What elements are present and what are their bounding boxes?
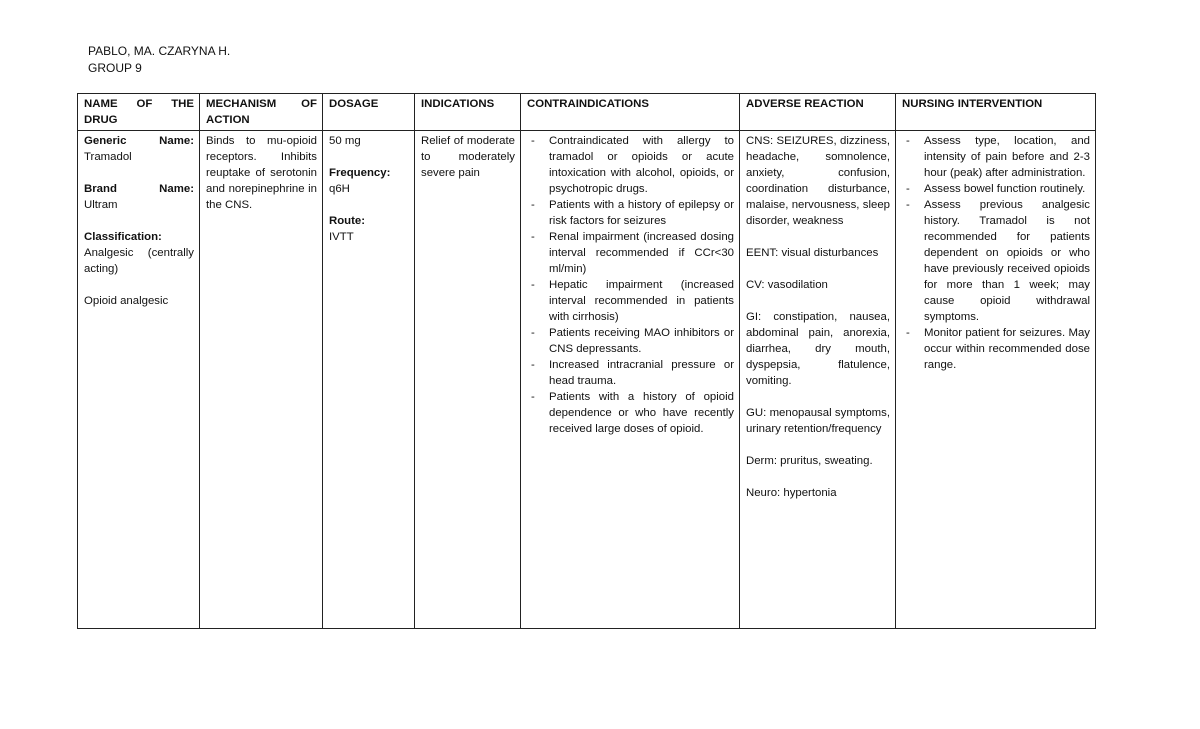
drug-name-cell <box>78 131 200 629</box>
drug-study-table <box>77 93 1096 629</box>
list-item: - Assess type, location, and intensity of pain before and 2-3 hour (peak) after administration. <box>924 133 1090 181</box>
col-header-nursing-intervention: NURSING INTERVENTION <box>896 94 1096 131</box>
page-header <box>88 43 230 77</box>
classification-label: Classification: <box>84 231 162 243</box>
col-header-drug-name: NAME OF THE DRUG <box>78 94 200 131</box>
mechanism-cell: Binds to mu-opioid receptors. Inhibits reuptake of serotonin and norepinephrine in the CNS. <box>200 131 323 629</box>
header-row <box>78 94 1096 131</box>
list-item: - Patients with a history of epilepsy or risk factors for seizures <box>549 197 734 229</box>
frequency-value: q6H <box>329 183 350 195</box>
col-header-indications: INDICATIONS <box>415 94 521 131</box>
adverse-eent: EENT: visual disturbances <box>746 247 879 259</box>
list-item: - Contraindicated with allergy to tramadol or opioids or acute intoxication with alcohol, opioids, or psychotropic drugs. <box>549 133 734 197</box>
col-header-mechanism: MECHANISM OF ACTION <box>200 94 323 131</box>
adverse-derm: Derm: pruritus, sweating. <box>746 455 873 467</box>
list-item: - Increased intracranial pressure or head trauma. <box>549 357 734 389</box>
adverse-gu: GU: menopausal symptoms, urinary retention/frequency <box>746 407 890 435</box>
indications-cell: Relief of moderate to moderately severe pain <box>415 131 521 629</box>
student-name: PABLO, MA. CZARYNA H. <box>88 44 231 58</box>
list-item: - Monitor patient for seizures. May occur within recommended dose range. <box>924 325 1090 373</box>
list-item: - Patients with a history of opioid dependence or who have recently received large doses of opioid. <box>549 389 734 437</box>
adverse-reaction-cell <box>740 131 896 629</box>
drug-row <box>78 131 1096 629</box>
list-item: - Hepatic impairment (increased interval recommended in patients with cirrhosis) <box>549 277 734 325</box>
contraindications-cell <box>521 131 740 629</box>
frequency-label: Frequency: <box>329 167 391 179</box>
col-header-dosage: DOSAGE <box>323 94 415 131</box>
adverse-cns: CNS: SEIZURES, dizziness, headache, somnolence, anxiety, confusion, coordination disturbance, malaise, nervousness, sleep disorder, weakness <box>746 135 890 227</box>
col-header-contraindications: CONTRAINDICATIONS <box>521 94 740 131</box>
dosage-cell <box>323 131 415 629</box>
brand-name-value: Ultram <box>84 199 118 211</box>
generic-name-value: Tramadol <box>84 151 132 163</box>
list-item: - Assess previous analgesic history. Tramadol is not recommended for patients dependent on opioids or who have previously received opioids for more than 1 week; may cause opioid withdrawal symptoms. <box>924 197 1090 325</box>
adverse-gi: GI: constipation, nausea, abdominal pain, anorexia, diarrhea, dry mouth, dyspepsia, flatulence, vomiting. <box>746 311 890 387</box>
adverse-cv: CV: vasodilation <box>746 279 828 291</box>
generic-name-label: Generic Name: <box>84 135 194 147</box>
col-header-adverse-reaction: ADVERSE REACTION <box>740 94 896 131</box>
list-item: - Patients receiving MAO inhibitors or CNS depressants. <box>549 325 734 357</box>
classification-value-2: Opioid analgesic <box>84 295 169 307</box>
group-label: GROUP 9 <box>88 61 142 75</box>
list-item: - Renal impairment (increased dosing interval recommended if CCr<30 ml/min) <box>549 229 734 277</box>
route-label: Route: <box>329 215 366 227</box>
dosage-amount: 50 mg <box>329 135 361 147</box>
route-value: IVTT <box>329 231 354 243</box>
adverse-neuro: Neuro: hypertonia <box>746 487 837 499</box>
nursing-intervention-cell <box>896 131 1096 629</box>
list-item: - Assess bowel function routinely. <box>924 181 1090 197</box>
classification-value: Analgesic (centrally acting) <box>84 247 194 275</box>
brand-name-label: Brand Name: <box>84 183 194 195</box>
